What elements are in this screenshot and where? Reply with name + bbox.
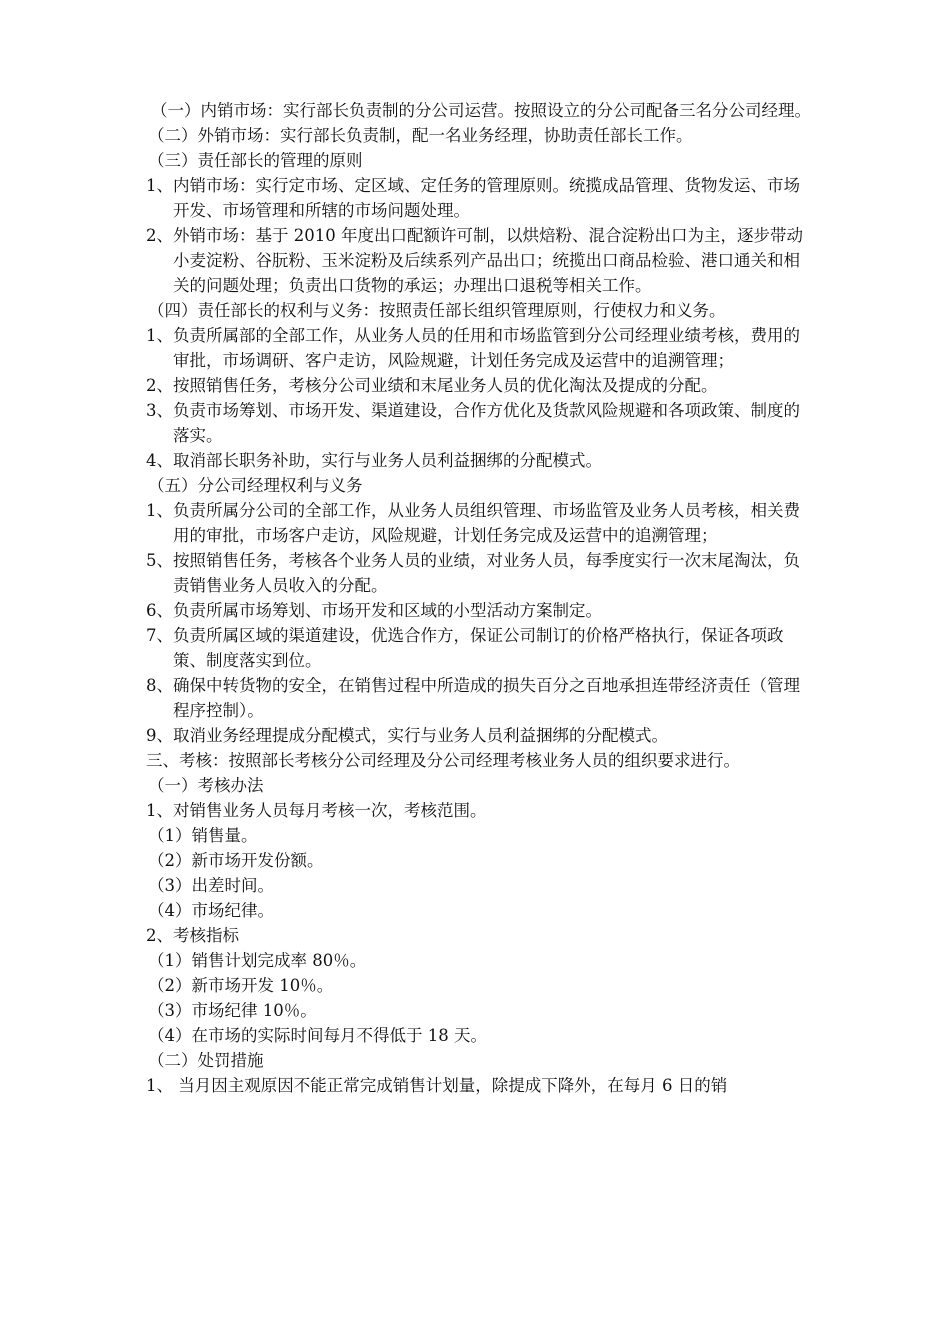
sub-item: （2）新市场开发 10％。 [148,976,334,995]
list-item: 9、取消业务经理提成分配模式，实行与业务人员利益捆绑的分配模式。 [146,726,668,745]
sub-item: （2）新市场开发份额。 [148,851,324,870]
paragraph-2: （二）外销市场：实行部长负责制，配一名业务经理，协助责任部长工作。 [148,126,693,145]
list-item: 1、负责所属部的全部工作，从业务人员的任用和市场监管到分公司经理业绩考核，费用的审批，市场调研、客户走访，风险规避，计划任务完成及运营中的追溯管理； [146,326,800,370]
list-item: 2、按照销售任务，考核分公司业绩和末尾业务人员的优化淘汰及提成的分配。 [146,376,718,395]
list-item: 1、对销售业务人员每月考核一次，考核范围。 [146,801,487,820]
section-heading: （一）考核办法 [148,776,264,795]
sub-item: （4）市场纪律。 [148,901,274,920]
list-item: 3、负责市场筹划、市场开发、渠道建设，合作方优化及货款风险规避和各项政策、制度的落实。 [146,401,800,445]
sub-item: （1）销售量。 [148,826,258,845]
list-item: 1、 当月因主观原因不能正常完成销售计划量，除提成下降外，在每月 6 日的销 [146,1076,728,1095]
list-item: 2、外销市场：基于 2010 年度出口配额许可制，以烘焙粉、混合淀粉出口为主，逐步带动小麦淀粉、谷朊粉、玉米淀粉及后续系列产品出口；统揽出口商品检验、港口通关和相关的问题处理；负责出口货物的承运；办理出口退税等相关工作。 [146,226,803,295]
list-item: 1、内销市场：实行定市场、定区域、定任务的管理原则。统揽成品管理、货物发运、市场开发、市场管理和所辖的市场问题处理。 [146,176,800,220]
section-heading: （三）责任部长的管理的原则 [148,151,363,170]
list-item: 2、考核指标 [146,926,239,945]
sub-item: （3）出差时间。 [148,876,274,895]
sub-item: （1）销售计划完成率 80％。 [148,951,367,970]
chapter-heading: 三、考核：按照部长考核分公司经理及分公司经理考核业务人员的组织要求进行。 [146,751,740,770]
paragraph-1: （一）内销市场：实行部长负责制的分公司运营。按照设立的分公司配备三名分公司经理。 [151,101,811,120]
sub-item: （3）市场纪律 10％。 [148,1001,317,1020]
section-heading: （二）处罚措施 [148,1051,264,1070]
list-item: 1、负责所属分公司的全部工作，从业务人员组织管理、市场监管及业务人员考核，相关费用的审批，市场客户走访，风险规避，计划任务完成及运营中的追溯管理； [146,501,800,545]
list-item: 8、确保中转货物的安全，在销售过程中所造成的损失百分之百地承担连带经济责任（管理程序控制）。 [146,676,800,720]
list-item: 7、负责所属区域的渠道建设，优选合作方，保证公司制订的价格严格执行，保证各项政策、制度落实到位。 [146,626,784,670]
section-heading: （五）分公司经理权利与义务 [148,476,363,495]
list-item: 6、负责所属市场筹划、市场开发和区域的小型活动方案制定。 [146,601,602,620]
document-body [146,98,816,1098]
sub-item: （4）在市场的实际时间每月不得低于 18 天。 [148,1026,487,1045]
section-heading: （四）责任部长的权利与义务：按照责任部长组织管理原则，行使权力和义务。 [148,301,726,320]
list-item: 5、按照销售任务，考核各个业务人员的业绩，对业务人员，每季度实行一次末尾淘汰，负责销售业务人员收入的分配。 [146,551,800,595]
list-item: 4、取消部长职务补助，实行与业务人员利益捆绑的分配模式。 [146,451,602,470]
